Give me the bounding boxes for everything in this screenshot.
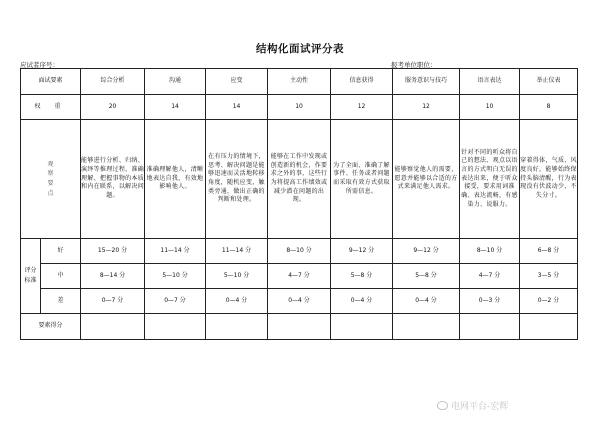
- candidate-number-label: 应试者序号：: [20, 61, 59, 69]
- column-header: 信息获得: [331, 69, 393, 95]
- score-range: 8—10 分: [268, 239, 331, 264]
- score-range: 4—7 分: [268, 264, 331, 289]
- weight-value: 14: [206, 95, 268, 120]
- weight-value: 12: [331, 95, 393, 120]
- score-range: 0—4 分: [331, 289, 393, 314]
- watermark: [437, 399, 508, 412]
- score-range: 9—12 分: [331, 239, 393, 264]
- observation-label: 观察要点: [21, 120, 81, 239]
- column-header: 沟通: [145, 69, 206, 95]
- score-range: 8—14 分: [81, 264, 145, 289]
- score-range: 11—14 分: [145, 239, 206, 264]
- weight-label: 权 重: [21, 95, 81, 120]
- weight-value: 12: [393, 95, 460, 120]
- score-range: 5—10 分: [145, 264, 206, 289]
- observation-point: 在有压力的情境下，思考、解决问题是能够迅速而灵活地转移角度，随机应变，触类旁通，做出正确的判断和处理。: [206, 120, 268, 239]
- observation-point: 能够在工作中发现或创造新的机会，作要求之外的事，这些行为将提高工作绩效或减少潜在问题的出现。: [268, 120, 331, 239]
- observation-point: 能够察觉他人的需要，愿意并能够以合适的方式来满足他人需求。: [393, 120, 460, 239]
- grade-name: 好: [41, 239, 81, 264]
- observation-row: [21, 120, 578, 239]
- column-header: 应变: [206, 69, 268, 95]
- score-range: 0—7 分: [145, 289, 206, 314]
- scoring-label: 评分标准: [21, 239, 41, 314]
- observation-point: 为了全面、准确了解事件、任务或者问题而采取有效方式获取所需信息。: [331, 120, 393, 239]
- score-range: 6—8 分: [520, 239, 578, 264]
- total-cell: [460, 314, 520, 340]
- score-range: 0—4 分: [268, 289, 331, 314]
- total-cell: [331, 314, 393, 340]
- observation-point: 针对不同的听众将自己的想法、观点以语言的方式明白无误的表达出来，便于听众接受，要求用词准确、表达流畅，有感染力、说服力。: [460, 120, 520, 239]
- weight-row: [21, 95, 578, 120]
- score-range: 9—12 分: [393, 239, 460, 264]
- observation-point: 穿着得体，气质、风度良好，能够始终保持头脑清醒，行为表现没有伏波动少，不失分寸。: [520, 120, 578, 239]
- score-range: 0—2 分: [520, 289, 578, 314]
- total-cell: [268, 314, 331, 340]
- score-range: 3—5 分: [520, 264, 578, 289]
- score-range: 11—14 分: [206, 239, 268, 264]
- scoring-table: [20, 68, 578, 340]
- total-row: [21, 314, 578, 340]
- observation-point: 能够进行分析、归纳、演绎等推理过程，准确理解、把握事物的本质和内在联系，以解决问题。: [81, 120, 145, 239]
- grade-name: 差: [41, 289, 81, 314]
- weibo-icon: [437, 401, 448, 410]
- column-header: 举止仪表: [520, 69, 578, 95]
- score-range: 0—4 分: [393, 289, 460, 314]
- score-range: 8—10 分: [460, 239, 520, 264]
- column-header: 主动性: [268, 69, 331, 95]
- weight-value: 14: [145, 95, 206, 120]
- weight-value: 8: [520, 95, 578, 120]
- score-range: 5—10 分: [206, 264, 268, 289]
- grade-row-poor: [21, 289, 578, 314]
- score-range: 0—7 分: [81, 289, 145, 314]
- column-header: 服务意识与技巧: [393, 69, 460, 95]
- weight-value: 20: [81, 95, 145, 120]
- element-header-label: 面试要素: [21, 69, 81, 95]
- total-cell: [145, 314, 206, 340]
- grade-row-medium: [21, 264, 578, 289]
- score-range: 5—8 分: [331, 264, 393, 289]
- total-cell: [393, 314, 460, 340]
- total-label: 要素得分: [21, 314, 81, 340]
- position-label: 报考单位职位：: [391, 61, 437, 69]
- weight-value: 10: [268, 95, 331, 120]
- score-range: 0—4 分: [206, 289, 268, 314]
- score-range: 0—3 分: [460, 289, 520, 314]
- weight-value: 10: [460, 95, 520, 120]
- total-cell: [520, 314, 578, 340]
- grade-name: 中: [41, 264, 81, 289]
- score-range: 15—20 分: [81, 239, 145, 264]
- score-range: 4—7 分: [460, 264, 520, 289]
- column-header: 语言表达: [460, 69, 520, 95]
- column-header: 综合分析: [81, 69, 145, 95]
- total-cell: [81, 314, 145, 340]
- total-cell: [206, 314, 268, 340]
- grade-row-good: [21, 239, 578, 264]
- page-title: 结构化面试评分表: [256, 43, 344, 55]
- score-range: 5—8 分: [393, 264, 460, 289]
- watermark-text: 电网平台-宏辉: [451, 402, 509, 412]
- observation-point: 准确理解他人，清晰地表达自我，有效地影响他人。: [145, 120, 206, 239]
- header-row: [21, 69, 578, 95]
